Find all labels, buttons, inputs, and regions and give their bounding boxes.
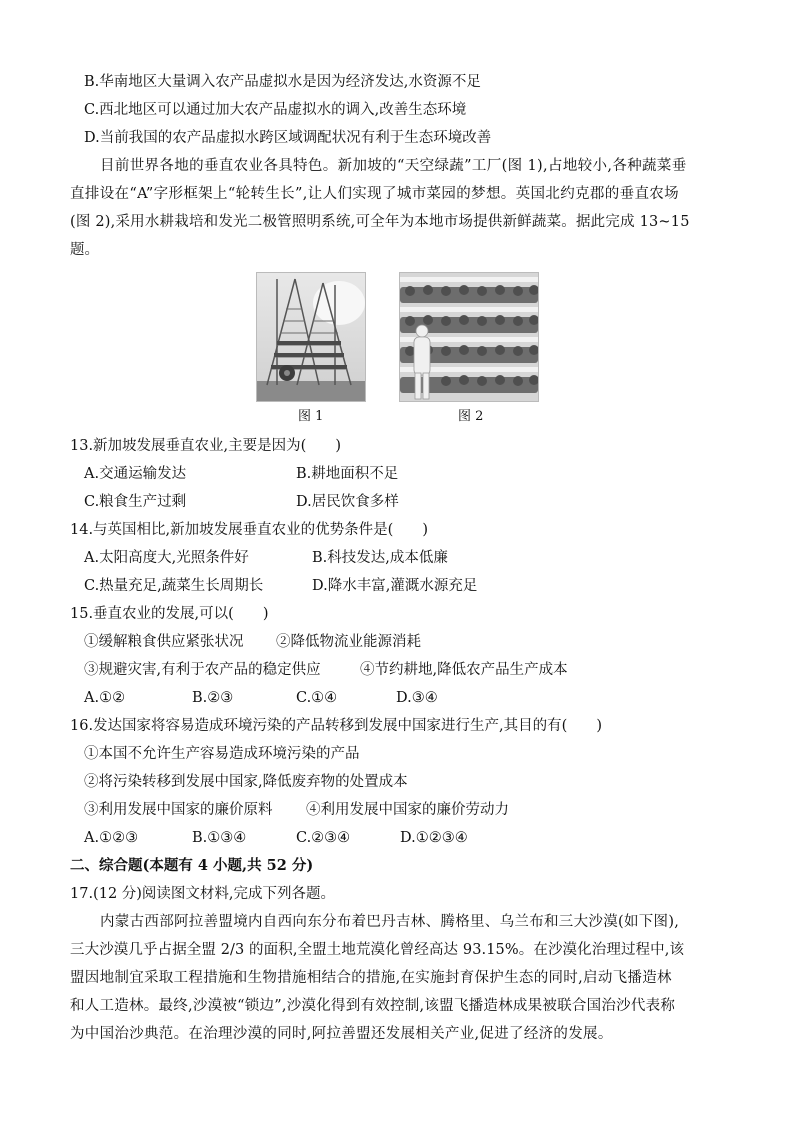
q17-paragraph-line-4: 和人工造林。最终,沙漠被“锁边”,沙漠化得到有效控制,该盟飞播造林成果被联合国治沙代表称 bbox=[70, 998, 676, 1014]
q14-stem: 14.与英国相比,新加坡发展垂直农业的优势条件是( ) bbox=[70, 522, 428, 538]
q15-option-b: B.②③ bbox=[192, 690, 234, 706]
q14-option-a: A.太阳高度大,光照条件好 bbox=[84, 550, 249, 566]
q15-statement-2: ②降低物流业能源消耗 bbox=[276, 634, 421, 650]
figure-1-image bbox=[256, 272, 366, 402]
q16-statement-1: ①本国不允许生产容易造成环境污染的产品 bbox=[84, 746, 360, 762]
q13-stem: 13.新加坡发展垂直农业,主要是因为( ) bbox=[70, 438, 341, 454]
q17-paragraph-line-3: 盟因地制宜采取工程措施和生物措施相结合的措施,在实施封育保护生态的同时,启动飞播造林 bbox=[70, 970, 672, 986]
q13-option-b: B.耕地面积不足 bbox=[296, 466, 399, 482]
q12-option-d: D.当前我国的农产品虚拟水跨区域调配状况有利于生态环境改善 bbox=[84, 130, 492, 146]
q16-option-b: B.①③④ bbox=[192, 830, 247, 846]
q16-statement-2: ②将污染转移到发展中国家,降低废弃物的处置成本 bbox=[84, 774, 408, 790]
q16-option-d: D.①②③④ bbox=[400, 830, 468, 846]
q16-statement-4: ④利用发展中国家的廉价劳动力 bbox=[306, 802, 509, 818]
q12-option-b: B.华南地区大量调入农产品虚拟水是因为经济发达,水资源不足 bbox=[84, 74, 481, 90]
q15-option-c: C.①④ bbox=[296, 690, 338, 706]
q16-option-c: C.②③④ bbox=[296, 830, 351, 846]
q17-paragraph-line-5: 为中国治沙典范。在治理沙漠的同时,阿拉善盟还发展相关产业,促进了经济的发展。 bbox=[70, 1026, 613, 1042]
intro-line-4: 题。 bbox=[70, 242, 99, 258]
figure-2-image bbox=[399, 272, 539, 402]
q16-stem: 16.发达国家将容易造成环境污染的产品转移到发展中国家进行生产,其目的有( ) bbox=[70, 718, 602, 734]
q15-option-d: D.③④ bbox=[396, 690, 438, 706]
section-2-heading: 二、综合题(本题有 4 小题,共 52 分) bbox=[70, 857, 314, 874]
q13-option-c: C.粮食生产过剩 bbox=[84, 494, 187, 510]
figure-1-caption: 图 1 bbox=[298, 409, 324, 424]
q15-stem: 15.垂直农业的发展,可以( ) bbox=[70, 606, 269, 622]
q16-option-a: A.①②③ bbox=[84, 830, 139, 846]
q17-paragraph-line-1: 内蒙古西部阿拉善盟境内自西向东分布着巴丹吉林、腾格里、乌兰布和三大沙漠(如下图), bbox=[100, 914, 680, 930]
q17-stem: 17.(12 分)阅读图文材料,完成下列各题。 bbox=[70, 886, 336, 902]
q12-option-c: C.西北地区可以通过加大农产品虚拟水的调入,改善生态环境 bbox=[84, 102, 467, 118]
q13-option-d: D.居民饮食多样 bbox=[296, 494, 399, 510]
intro-line-1: 目前世界各地的垂直农业各具特色。新加坡的“天空绿蔬”工厂(图 1),占地较小,各种蔬菜垂 bbox=[100, 158, 687, 174]
q16-statement-3: ③利用发展中国家的廉价原料 bbox=[84, 802, 273, 818]
q13-option-a: A.交通运输发达 bbox=[84, 466, 187, 482]
q14-option-b: B.科技发达,成本低廉 bbox=[312, 550, 448, 566]
q15-option-a: A.①② bbox=[84, 690, 126, 706]
q17-paragraph-line-2: 三大沙漠几乎占据全盟 2/3 的面积,全盟土地荒漠化曾经高达 93.15%。在沙漠化治理过程中,该 bbox=[70, 942, 685, 958]
q15-statement-4: ④节约耕地,降低农产品生产成本 bbox=[360, 662, 568, 678]
q14-option-d: D.降水丰富,灌溉水源充足 bbox=[312, 578, 478, 594]
intro-line-3: (图 2),采用水耕栽培和发光二极管照明系统,可全年为本地市场提供新鲜蔬菜。据此完成 13~15 bbox=[70, 214, 690, 230]
q14-option-c: C.热量充足,蔬菜生长周期长 bbox=[84, 578, 264, 594]
intro-line-2: 直排设在“A”字形框架上“轮转生长”,让人们实现了城市菜园的梦想。英国北约克郡的垂直农场 bbox=[70, 186, 679, 202]
figure-2-caption: 图 2 bbox=[458, 409, 484, 424]
q15-statement-1: ①缓解粮食供应紧张状况 bbox=[84, 634, 244, 650]
q15-statement-3: ③规避灾害,有利于农产品的稳定供应 bbox=[84, 662, 321, 678]
